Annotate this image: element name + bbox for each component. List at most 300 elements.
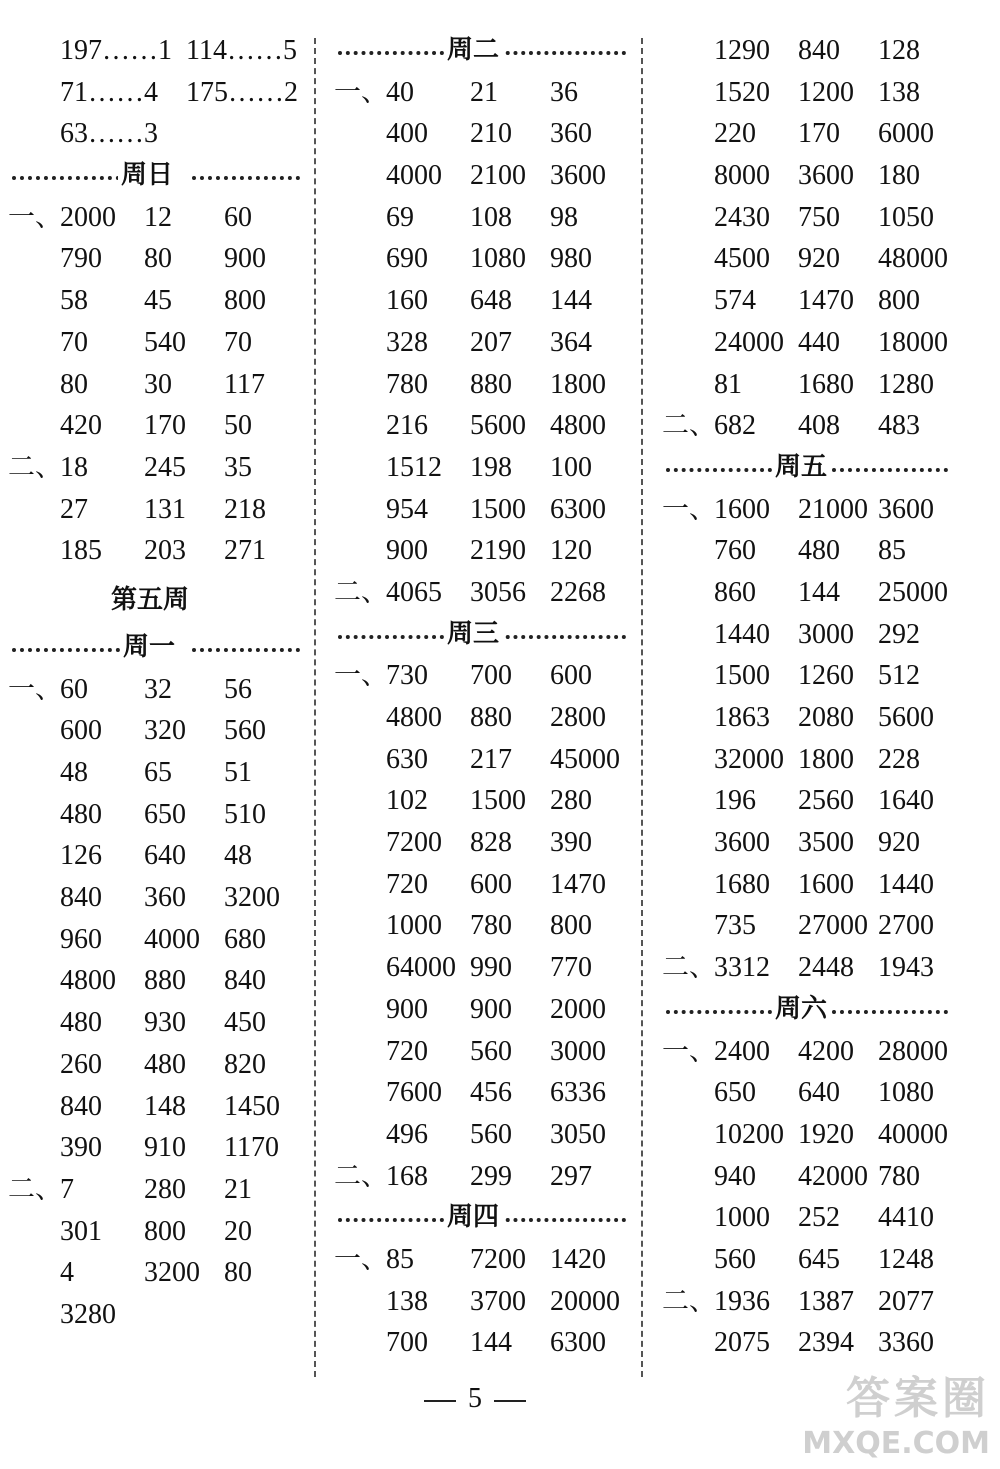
answer-value: 2800 [550, 702, 606, 733]
answer-row [662, 1197, 952, 1239]
answer-value: 920 [798, 243, 840, 275]
answer-value: 18 [60, 451, 88, 483]
answer-value: 328 [386, 326, 428, 358]
part-label: 二、 [662, 952, 716, 984]
answer-value: 45 [144, 285, 172, 317]
dotted-leader-right [824, 468, 948, 472]
answer-value: 18000 [878, 326, 948, 358]
answer-value: 20 [224, 1215, 252, 1247]
answer-value: 297 [550, 1160, 592, 1192]
answer-value: 292 [878, 618, 920, 650]
answer-row [662, 1031, 952, 1073]
answer-value: 408 [798, 410, 840, 442]
answer-row [8, 1127, 304, 1169]
answer-value: 6300 [550, 493, 606, 525]
answer-column-2 [334, 30, 630, 1364]
answer-value: 3000 [798, 618, 854, 650]
week-title-text: 第五周 [108, 580, 192, 622]
answer-value: 960 [60, 923, 102, 955]
answer-row [334, 447, 630, 489]
answer-value: 35 [224, 451, 252, 483]
section-heading [334, 614, 630, 656]
answer-value: 600 [550, 660, 592, 692]
answer-value: 100 [550, 451, 592, 483]
answer-value: 940 [714, 1160, 756, 1192]
answer-value: 128 [878, 35, 920, 66]
answer-value: 1280 [878, 368, 934, 400]
dotted-leader-left [338, 1218, 444, 1222]
dotted-leader-left [338, 635, 444, 639]
answer-row [334, 905, 630, 947]
answer-value: 81 [714, 368, 742, 400]
answer-value: 560 [470, 1118, 512, 1150]
answer-value: 70 [60, 326, 88, 358]
answer-value: 880 [470, 368, 512, 400]
answer-value: 640 [144, 840, 186, 872]
answer-value: 280 [550, 785, 592, 817]
answer-value: 3360 [878, 1327, 934, 1359]
section-heading [662, 989, 952, 1031]
answer-value: 3600 [798, 160, 854, 192]
answer-value: 1500 [714, 660, 770, 692]
answer-row [662, 1072, 952, 1114]
answer-value: 1520 [714, 76, 770, 108]
dotted-leader-right [498, 1218, 626, 1222]
watermark-logo [802, 1362, 990, 1461]
answer-value: 390 [60, 1132, 102, 1164]
answer-value: 21 [224, 1173, 252, 1205]
answer-row [8, 794, 304, 836]
answer-value: 560 [470, 1035, 512, 1067]
answer-value: 630 [386, 743, 428, 775]
watermark-title: 答案圈 [846, 1373, 990, 1424]
answer-row [334, 1072, 630, 1114]
answer-value: 900 [470, 993, 512, 1025]
answer-value: 730 [386, 660, 428, 692]
answer-value: 980 [550, 243, 592, 275]
answer-value: 360 [144, 882, 186, 914]
answer-value: 3600 [878, 493, 934, 525]
answer-row [662, 155, 952, 197]
answer-value: 1387 [798, 1285, 854, 1317]
answer-value: 2560 [798, 785, 854, 817]
answer-row [662, 364, 952, 406]
answer-value: 540 [144, 326, 186, 358]
section-heading [8, 627, 304, 669]
answer-value: 10200 [714, 1118, 784, 1150]
part-label: 二、 [662, 1285, 716, 1317]
answer-value: 390 [550, 827, 592, 859]
answer-value: 5600 [470, 410, 526, 442]
answer-value: 920 [878, 827, 920, 859]
answer-row [8, 1294, 304, 1336]
remainder-answer: 175……2 [186, 76, 298, 108]
answer-value: 560 [224, 715, 266, 747]
answer-row [662, 280, 952, 322]
answer-value: 3312 [714, 952, 770, 984]
column-divider-left [314, 38, 316, 1377]
answer-value: 1512 [386, 451, 442, 483]
answer-value: 780 [470, 910, 512, 942]
answer-value: 750 [798, 201, 840, 233]
remainder-row [8, 113, 304, 155]
dotted-leader-left [338, 51, 444, 55]
answer-value: 48 [60, 757, 88, 788]
answer-value: 1680 [714, 868, 770, 900]
answer-value: 180 [878, 160, 920, 192]
answer-value: 144 [550, 285, 592, 317]
remainder-answer: 63……3 [60, 118, 158, 150]
answer-value: 5600 [878, 702, 934, 733]
answer-row [334, 1031, 630, 1073]
column-divider-right [641, 38, 643, 1377]
answer-value: 2000 [550, 993, 606, 1025]
answer-value: 217 [470, 743, 512, 775]
answer-row [662, 113, 952, 155]
answer-row [334, 1281, 630, 1323]
answer-value: 80 [60, 368, 88, 400]
answer-value: 3500 [798, 827, 854, 859]
answer-value: 2000 [60, 201, 116, 233]
answer-value: 800 [878, 285, 920, 317]
answer-value: 7600 [386, 1077, 442, 1109]
answer-row [8, 919, 304, 961]
answer-value: 148 [144, 1090, 186, 1122]
answer-row [8, 530, 304, 572]
answer-value: 1640 [878, 785, 934, 817]
answer-value: 1943 [878, 952, 934, 984]
part-label: 一、 [334, 1243, 388, 1275]
answer-value: 880 [144, 965, 186, 997]
answer-value: 228 [878, 743, 920, 775]
answer-value: 1420 [550, 1243, 606, 1275]
answer-row [662, 530, 952, 572]
answer-row [334, 1239, 630, 1281]
answer-value: 32000 [714, 743, 784, 775]
watermark-url: MXQE.COM [802, 1426, 990, 1461]
answer-value: 21000 [798, 493, 868, 525]
answer-value: 3200 [144, 1257, 200, 1289]
answer-value: 27 [60, 493, 88, 525]
answer-value: 3000 [550, 1035, 606, 1067]
answer-row [8, 489, 304, 531]
section-heading-text: 周五 [772, 447, 830, 489]
answer-value: 840 [60, 1090, 102, 1122]
answer-row [334, 197, 630, 239]
answer-value: 990 [470, 952, 512, 984]
answer-value: 40000 [878, 1118, 948, 1150]
answer-value: 271 [224, 535, 266, 567]
answer-value: 252 [798, 1202, 840, 1234]
answer-row [334, 572, 630, 614]
answer-row [334, 1156, 630, 1198]
answer-row [662, 655, 952, 697]
section-heading [334, 30, 630, 72]
answer-value: 1680 [798, 368, 854, 400]
answer-value: 910 [144, 1132, 186, 1164]
answer-value: 3600 [714, 827, 770, 859]
answer-value: 4000 [144, 923, 200, 955]
answer-value: 138 [878, 76, 920, 108]
answer-value: 280 [144, 1173, 186, 1205]
answer-value: 700 [386, 1327, 428, 1359]
answer-value: 3050 [550, 1118, 606, 1150]
answer-value: 900 [386, 535, 428, 567]
answer-value: 220 [714, 118, 756, 150]
answer-value: 160 [386, 285, 428, 317]
answer-row [662, 864, 952, 906]
answer-value: 210 [470, 118, 512, 150]
answer-value: 1470 [798, 285, 854, 317]
answer-row [662, 30, 952, 72]
answer-value: 1500 [470, 785, 526, 817]
answer-value: 64000 [386, 952, 456, 984]
answer-value: 207 [470, 326, 512, 358]
answer-value: 70 [224, 326, 252, 358]
answer-value: 800 [144, 1215, 186, 1247]
answer-row [334, 655, 630, 697]
answer-value: 36 [550, 76, 578, 108]
dotted-leader-left [666, 1010, 772, 1014]
answer-value: 301 [60, 1215, 102, 1247]
answer-row [662, 197, 952, 239]
answer-value: 2400 [714, 1035, 770, 1067]
answer-value: 198 [470, 451, 512, 483]
answer-row [8, 710, 304, 752]
answer-value: 27000 [798, 910, 868, 942]
section-heading-text: 周一 [120, 627, 178, 669]
answer-value: 650 [144, 798, 186, 830]
answer-value: 1080 [470, 243, 526, 275]
answer-value: 1920 [798, 1118, 854, 1150]
section-heading-text: 周二 [444, 30, 502, 72]
answer-value: 930 [144, 1007, 186, 1039]
answer-row [8, 1002, 304, 1044]
answer-value: 2190 [470, 535, 526, 567]
answer-value: 58 [60, 285, 88, 317]
answer-value: 560 [714, 1243, 756, 1275]
answer-row [662, 739, 952, 781]
answer-row [662, 238, 952, 280]
answer-value: 51 [224, 757, 252, 788]
answer-value: 1800 [798, 743, 854, 775]
answer-value: 900 [224, 243, 266, 275]
answer-value: 360 [550, 118, 592, 150]
answer-value: 1440 [878, 868, 934, 900]
answer-value: 640 [798, 1077, 840, 1109]
answer-value: 760 [714, 535, 756, 567]
answer-row [334, 322, 630, 364]
answer-value: 650 [714, 1077, 756, 1109]
answer-value: 131 [144, 493, 186, 525]
answer-row [8, 1252, 304, 1294]
answer-value: 3056 [470, 576, 526, 608]
answer-value: 260 [60, 1048, 102, 1080]
answer-row [334, 280, 630, 322]
answer-value: 1600 [798, 868, 854, 900]
answer-row [334, 697, 630, 739]
answer-row [8, 1044, 304, 1086]
answer-value: 60 [60, 673, 88, 705]
part-label: 二、 [334, 576, 388, 608]
answer-value: 3200 [224, 882, 280, 914]
answer-value: 1800 [550, 368, 606, 400]
part-label: 一、 [8, 673, 62, 705]
answer-value: 102 [386, 785, 428, 817]
answer-value: 42000 [798, 1160, 868, 1192]
answer-value: 364 [550, 326, 592, 358]
answer-row [334, 1114, 630, 1156]
answer-row [8, 669, 304, 711]
answer-value: 860 [714, 576, 756, 608]
part-label: 一、 [334, 660, 388, 692]
answer-value: 800 [550, 910, 592, 942]
answer-value: 56 [224, 673, 252, 705]
answer-row [334, 530, 630, 572]
answer-value: 4500 [714, 243, 770, 275]
answer-value: 50 [224, 410, 252, 442]
answer-value: 65 [144, 757, 172, 788]
answer-value: 7200 [386, 827, 442, 859]
answer-value: 32 [144, 673, 172, 705]
dotted-leader-right [498, 635, 626, 639]
answer-value: 6300 [550, 1327, 606, 1359]
answer-value: 480 [60, 1007, 102, 1039]
answer-row [8, 960, 304, 1002]
remainder-answer: 114……5 [186, 35, 297, 66]
remainder-answer: 71……4 [60, 76, 158, 108]
answer-value: 480 [798, 535, 840, 567]
remainder-row [8, 30, 304, 72]
page-number-text: 5 [468, 1383, 482, 1414]
answer-value: 30 [144, 368, 172, 400]
answer-value: 840 [60, 882, 102, 914]
answer-value: 60 [224, 201, 252, 233]
answer-row [334, 739, 630, 781]
answer-value: 2268 [550, 576, 606, 608]
answer-value: 1863 [714, 702, 770, 733]
remainder-answer: 197……1 [60, 35, 172, 66]
dotted-leader-left [666, 468, 772, 472]
section-heading-text: 周日 [118, 155, 176, 197]
answer-row [8, 280, 304, 322]
answer-value: 1600 [714, 493, 770, 525]
answer-value: 196 [714, 785, 756, 817]
answer-value: 648 [470, 285, 512, 317]
answer-value: 4 [60, 1257, 74, 1289]
answer-row [662, 405, 952, 447]
answer-value: 170 [144, 410, 186, 442]
answer-value: 1290 [714, 35, 770, 66]
answer-value: 483 [878, 410, 920, 442]
dotted-leader-right [192, 176, 300, 180]
answer-value: 780 [878, 1160, 920, 1192]
dotted-leader-left [12, 648, 120, 652]
answer-value: 6336 [550, 1077, 606, 1109]
answer-value: 1170 [224, 1132, 279, 1164]
answer-row [8, 877, 304, 919]
answer-row [662, 947, 952, 989]
answer-row [8, 197, 304, 239]
answer-value: 682 [714, 410, 756, 442]
answer-value: 2075 [714, 1327, 770, 1359]
answer-value: 98 [550, 201, 578, 233]
answer-value: 420 [60, 410, 102, 442]
answer-row [662, 905, 952, 947]
answer-value: 85 [386, 1243, 414, 1275]
answer-row [334, 113, 630, 155]
answer-row [662, 614, 952, 656]
answer-value: 1440 [714, 618, 770, 650]
answer-value: 245 [144, 451, 186, 483]
answer-value: 840 [798, 35, 840, 66]
answer-value: 170 [798, 118, 840, 150]
answer-value: 1050 [878, 201, 934, 233]
answer-row [662, 572, 952, 614]
answer-value: 8000 [714, 160, 770, 192]
answer-row [334, 405, 630, 447]
answer-value: 138 [386, 1285, 428, 1317]
answer-value: 4800 [60, 965, 116, 997]
answer-value: 800 [224, 285, 266, 317]
answer-value: 108 [470, 201, 512, 233]
answer-value: 120 [550, 535, 592, 567]
answer-value: 144 [470, 1327, 512, 1359]
answer-value: 2700 [878, 910, 934, 942]
answer-value: 880 [470, 702, 512, 733]
dotted-leader-left [12, 176, 120, 180]
part-label: 二、 [662, 410, 716, 442]
answer-value: 144 [798, 576, 840, 608]
answer-row [662, 1114, 952, 1156]
remainder-row [8, 72, 304, 114]
answer-value: 680 [224, 923, 266, 955]
answer-row [334, 489, 630, 531]
answer-value: 12 [144, 201, 172, 233]
answer-value: 510 [224, 798, 266, 830]
answer-value: 828 [470, 827, 512, 859]
answer-value: 512 [878, 660, 920, 692]
answer-value: 720 [386, 868, 428, 900]
answer-row [8, 322, 304, 364]
answer-value: 320 [144, 715, 186, 747]
answer-value: 480 [60, 798, 102, 830]
answer-value: 20000 [550, 1285, 620, 1317]
dotted-leader-right [192, 648, 300, 652]
answer-value: 1248 [878, 1243, 934, 1275]
answer-value: 299 [470, 1160, 512, 1192]
answer-row [8, 238, 304, 280]
part-label: 一、 [8, 201, 62, 233]
answer-value: 780 [386, 368, 428, 400]
answer-row [334, 1322, 630, 1364]
answer-value: 3700 [470, 1285, 526, 1317]
answer-row [8, 1169, 304, 1211]
answer-value: 720 [386, 1035, 428, 1067]
answer-value: 6000 [878, 118, 934, 150]
answer-row [8, 835, 304, 877]
answer-value: 4800 [550, 410, 606, 442]
section-heading [8, 155, 304, 197]
answer-row [8, 364, 304, 406]
answer-value: 2100 [470, 160, 526, 192]
answer-value: 218 [224, 493, 266, 525]
answer-value: 1080 [878, 1077, 934, 1109]
part-label: 一、 [662, 493, 716, 525]
part-label: 一、 [662, 1035, 716, 1067]
answer-row [334, 947, 630, 989]
answer-value: 203 [144, 535, 186, 567]
